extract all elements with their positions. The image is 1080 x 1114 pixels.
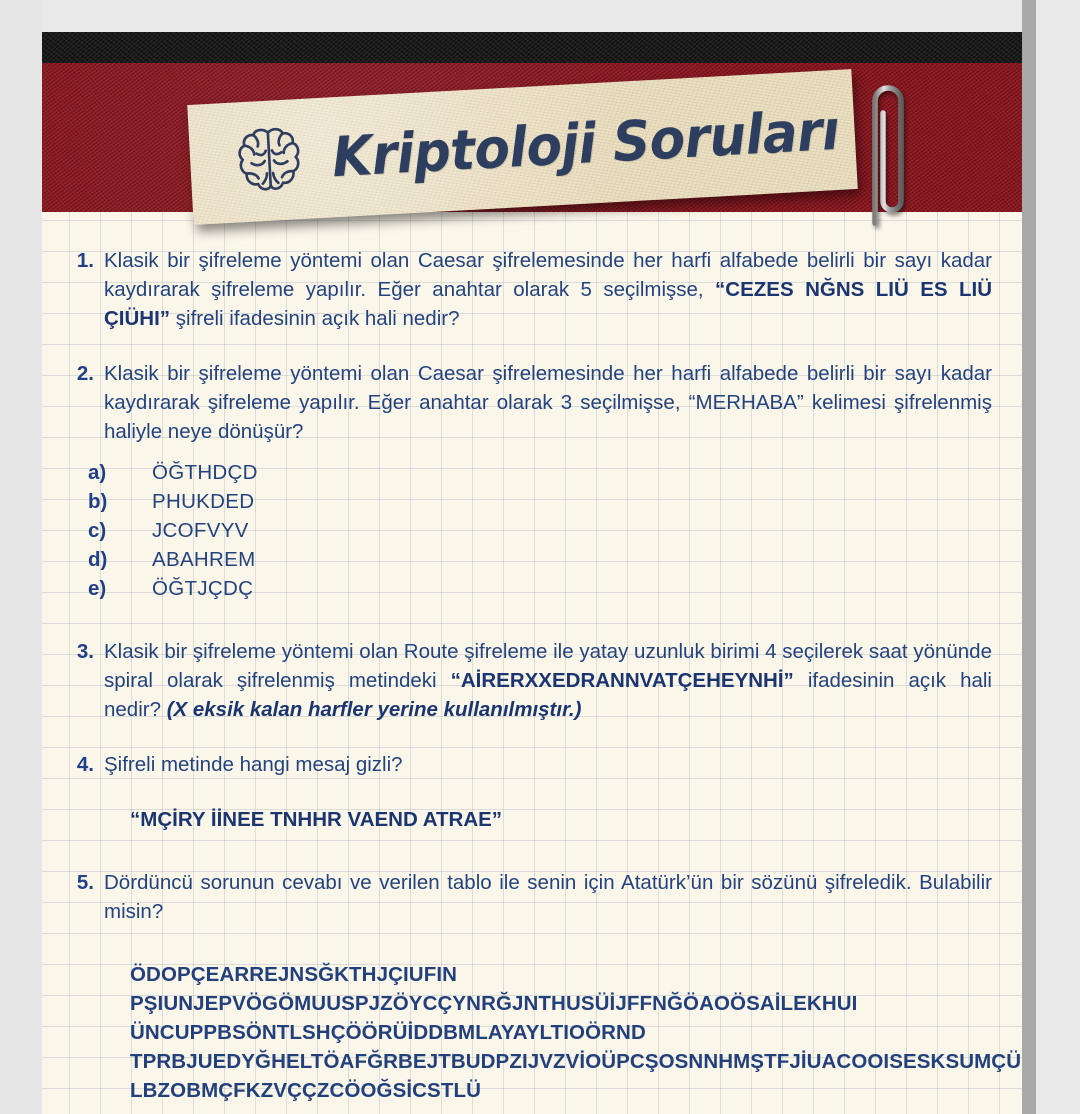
question-5-text: Dördüncü sorunun cevabı ve verilen tablo ile senin için Atatürk’ün bir sözünü şifreledik. Bulabilir misin?: [104, 871, 992, 923]
question-5-cipher-block: [130, 960, 1022, 1105]
spacer: [42, 724, 1022, 750]
paperclip-icon: [859, 73, 919, 233]
cipher-line-5: LBZOBMÇFKZVÇÇZCÖOĞSİCSTLÜ: [130, 1079, 481, 1102]
question-3: [42, 637, 1022, 724]
option-d-letter: d): [88, 548, 108, 571]
option-c-letter: c): [88, 519, 107, 542]
page-left-margin: [0, 0, 42, 1114]
q3-part-1: Klasik bir şifreleme yöntemi olan Route şifreleme ile yatay uzunluk birimi 4 seçilerek saat yönünde spiral olarak şifrelenmiş metindeki: [104, 640, 992, 692]
option-d[interactable]: [42, 545, 1022, 574]
question-1-text: [104, 246, 1022, 333]
question-number: 4.: [76, 753, 94, 776]
spacer: [42, 834, 1022, 868]
option-b[interactable]: [42, 487, 1022, 516]
cipher-line-4: TPRBJUEDYĞHELTÖAFĞRBEJTBUDPZIJVZVİOÜPCŞOSNNHMŞTFJİUACOOISESKSUMÇÜ: [130, 1050, 1022, 1073]
question-5: [42, 868, 1022, 926]
spacer: [42, 333, 1022, 359]
brain-icon: [226, 118, 312, 204]
option-b-value: PHUKDED: [152, 490, 255, 513]
question-3-text: [104, 637, 1022, 724]
option-a-value: ÖĞTHDÇD: [152, 461, 258, 484]
option-e[interactable]: [42, 574, 1022, 603]
question-4: [42, 750, 1022, 779]
cipher-line-1: ÖDOPÇEARREJNSĞKTHJÇIUFIN: [130, 963, 458, 986]
option-c-value: JCOFVYV: [152, 519, 249, 542]
question-4-cipher-quote: “MÇİRY İİNEE TNHHR VAEND ATRAE”: [130, 808, 503, 831]
option-d-value: ABAHREM: [152, 548, 256, 571]
q3-cipher: “AİRERXXEDRANNVATÇEHEYNHİ”: [450, 669, 794, 692]
spacer: [42, 603, 1022, 637]
page-header: [42, 32, 1022, 212]
spacer: [42, 212, 1022, 246]
option-c[interactable]: [42, 516, 1022, 545]
question-number: 1.: [76, 249, 94, 272]
question-4-text: Şifreli metinde hangi mesaj gizli?: [104, 753, 403, 776]
cipher-line-2: PŞIUNJEPVÖGÖMUUSPJZÖYCÇYNRĞJNTHUSÜİJFFNĞÖAOÖSAİLEKHUI: [130, 992, 858, 1015]
q3-part-3: ifadesinin açık hali nedir?: [104, 669, 992, 721]
q1-part-3: şifreli ifadesinin açık hali nedir?: [170, 307, 460, 330]
question-number: 5.: [76, 871, 94, 894]
q1-part-1: Klasik bir şifreleme yöntemi olan Caesar şifrelemesinde her harfi alfabede belirli bir sayı kadar kaydırarak şifreleme yapılır. Eğer anahtar olarak 5 seçilmişse,: [104, 249, 992, 301]
question-number: 3.: [76, 640, 94, 663]
vertical-scrollbar[interactable]: [1022, 0, 1036, 1114]
spacer: [42, 779, 1022, 805]
question-1: [42, 246, 1022, 333]
option-a[interactable]: [42, 458, 1022, 487]
cipher-line-3: ÜNCUPPBSÖNTLSHÇÖÖRÜİDDBMLAYAYLTIOÖRND: [130, 1021, 646, 1044]
question-number: 2.: [76, 362, 94, 385]
question-2: [42, 359, 1022, 446]
option-e-value: ÖĞTJÇDÇ: [152, 577, 254, 600]
option-e-letter: e): [88, 577, 107, 600]
page-title: Kriptoloji Soruları: [330, 97, 841, 189]
header-black-band: [42, 32, 1022, 63]
q3-note: (X eksik kalan harfler yerine kullanılmıştır.): [166, 698, 582, 721]
question-2-options: [42, 458, 1022, 603]
question-2-text: Klasik bir şifreleme yöntemi olan Caesar şifrelemesinde her harfi alfabede belirli bir sayı kadar kaydırarak şifreleme yapılır. Eğer anahtar olarak 3 seçilmişse, “MERHABA” kelimesi şifrelenmiş haliyle neye dönüşür?: [104, 362, 992, 443]
option-a-letter: a): [88, 461, 107, 484]
scrollbar-thumb[interactable]: [1022, 0, 1036, 1114]
spacer: [42, 926, 1022, 960]
questions-content: [42, 212, 1022, 1114]
option-b-letter: b): [88, 490, 108, 513]
q1-cipher: “CEZES NĞNS LIÜ ES LIÜ ÇIÜHI”: [104, 278, 993, 330]
